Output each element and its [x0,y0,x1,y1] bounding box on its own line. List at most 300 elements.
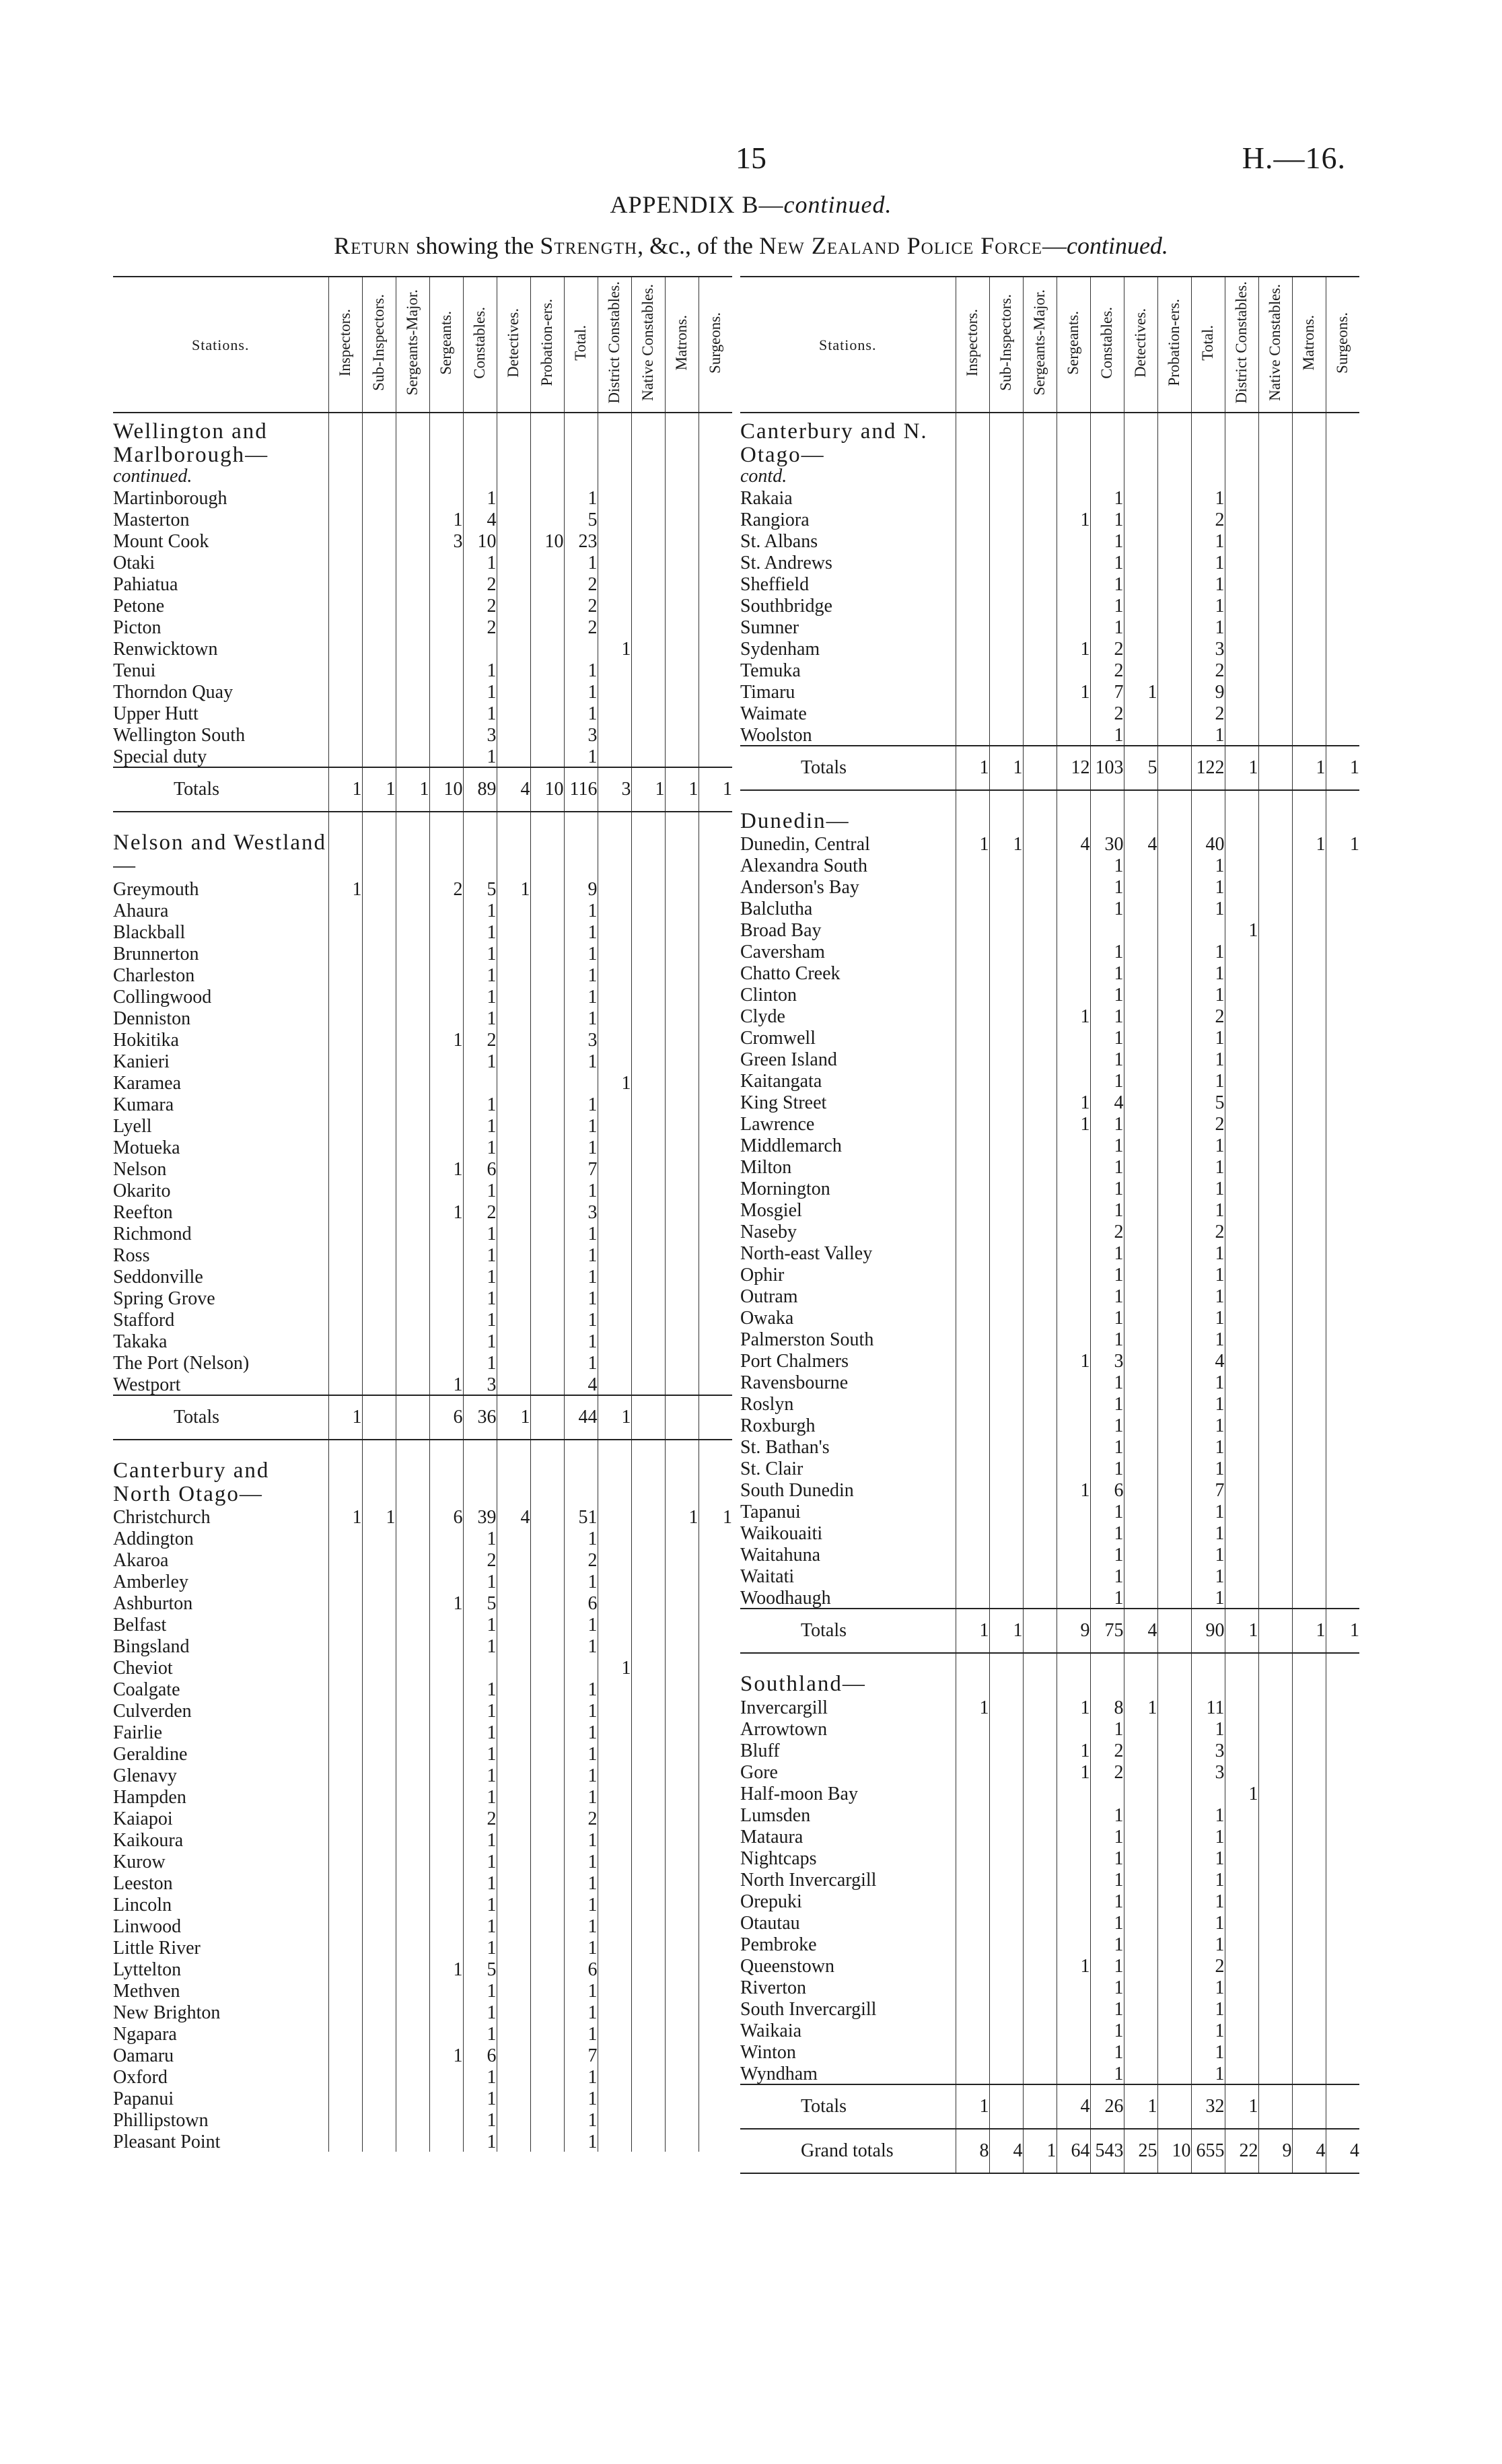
value-cell [396,1222,429,1244]
value-cell [1157,1739,1191,1761]
value-cell [1225,2019,1258,2041]
value-cell [1292,1955,1326,1976]
value-cell [1023,1156,1057,1177]
value-cell [497,1786,530,1807]
value-cell [956,876,989,897]
gap-cell [1124,1653,1157,1666]
value-cell [1225,1371,1258,1393]
station-name [740,1479,956,1500]
value-cell: 1 [564,1115,598,1136]
value-cell [631,1265,665,1287]
value-cell: 1 [1191,983,1225,1005]
value-cell [989,1113,1023,1134]
value-cell [1157,573,1191,594]
value-cell [631,1592,665,1613]
value-cell [989,659,1023,680]
value-cell [328,1764,362,1786]
value-cell [396,1330,429,1351]
empty-cell [429,1452,463,1506]
column-header-native-constables [1258,277,1292,413]
value-cell [956,1586,989,1609]
value-cell [631,530,665,551]
value-cell [1258,680,1292,702]
value-cell: 2 [1090,659,1124,680]
value-cell: 1 [1191,2041,1225,2062]
value-cell [429,1850,463,1872]
column-header-label: District Constables. [1232,281,1250,404]
column-header-sergeants [429,277,463,413]
value-cell [396,1093,429,1115]
value-cell: 4 [497,1506,530,1527]
value-cell [956,1199,989,1220]
station-row [740,724,1359,746]
value-cell [1326,1134,1359,1156]
value-cell [956,1113,989,1134]
value-cell [631,1699,665,1721]
value-cell [1225,1522,1258,1543]
value-cell [1124,1005,1157,1026]
value-cell [429,1829,463,1850]
station-label: Mataura [740,1826,803,1847]
gap-cell [1157,790,1191,803]
station-label: Waikouaiti [740,1523,823,1544]
station-label: Lawrence [740,1114,815,1135]
value-cell: 1 [956,2084,989,2129]
value-cell: 1 [564,551,598,573]
value-cell: 1 [463,1915,497,1936]
totals-row [740,1609,1359,1653]
station-label: St. Clair [740,1458,803,1479]
value-cell [1292,616,1326,637]
value-cell [1292,1306,1326,1328]
value-cell [1225,594,1258,616]
station-label: Tapanui [740,1502,801,1522]
station-row [740,1761,1359,1782]
value-cell [989,940,1023,962]
value-cell [1258,1242,1292,1263]
value-cell [631,1222,665,1244]
value-cell [1258,573,1292,594]
station-row [113,1979,732,2001]
value-cell [1157,962,1191,983]
value-cell [362,616,396,637]
value-cell [1157,551,1191,573]
value-cell [1023,1696,1057,1718]
value-cell [699,508,732,530]
value-cell [1258,724,1292,746]
empty-cell [463,1452,497,1506]
value-cell [631,1936,665,1958]
value-cell [989,1696,1023,1718]
gap-cell [740,790,956,803]
value-cell [1157,1199,1191,1220]
station-row [113,1872,732,1893]
value-cell: 1 [1191,1998,1225,2019]
value-cell [362,1395,396,1440]
station-label: Waikaia [740,2020,802,2041]
value-cell [362,1351,396,1373]
empty-cell [1326,1666,1359,1696]
value-cell: 1 [396,767,429,812]
value-cell [1258,616,1292,637]
value-cell [396,1699,429,1721]
empty-cell [699,413,732,487]
station-name [740,940,956,962]
column-header-sergeants-major [396,277,429,413]
station-label: Clyde [740,1006,785,1027]
value-cell: 1 [463,985,497,1007]
value-cell [631,2022,665,2044]
value-cell [1124,940,1157,962]
value-cell [497,1093,530,1115]
station-label: Woolston [740,724,812,746]
value-cell [631,1570,665,1592]
value-cell [328,1007,362,1028]
value-cell [1124,1371,1157,1393]
station-label: Ngapara [113,2024,177,2045]
value-cell [328,1829,362,1850]
station-row [113,1549,732,1570]
value-cell: 2 [463,616,497,637]
value-cell [362,1721,396,1743]
value-cell [1326,1522,1359,1543]
value-cell [1023,680,1057,702]
value-cell: 2 [1191,508,1225,530]
value-cell [699,487,732,508]
value-cell [1225,637,1258,659]
station-label: Gore [740,1761,778,1782]
value-cell: 1 [1191,940,1225,962]
value-cell [429,1330,463,1351]
value-cell [1225,1761,1258,1782]
gap-cell [699,1440,732,1452]
value-cell [530,1222,564,1244]
value-cell: 90 [1191,1609,1225,1653]
empty-cell [989,413,1023,487]
value-cell: 1 [1090,573,1124,594]
totals-label [113,1395,328,1440]
value-cell: 1 [463,1093,497,1115]
station-row [113,899,732,921]
value-cell [631,1287,665,1308]
value-cell [1258,1414,1292,1436]
value-cell: 1 [564,1721,598,1743]
value-cell: 1 [1090,1804,1124,1825]
value-cell [429,594,463,616]
value-cell [328,1179,362,1201]
station-name [113,1829,328,1850]
value-cell [956,1761,989,1782]
value-cell [1326,1048,1359,1069]
value-cell [1023,1026,1057,1048]
value-cell [598,2130,631,2152]
value-cell [1326,1285,1359,1306]
value-cell [1023,1113,1057,1134]
value-cell [598,1592,631,1613]
value-cell [530,1201,564,1222]
value-cell: 1 [1090,616,1124,637]
value-cell [362,1007,396,1028]
value-cell: 1 [1090,2019,1124,2041]
value-cell: 1 [1090,2062,1124,2084]
value-cell [328,899,362,921]
value-cell: 10 [1157,2129,1191,2173]
value-cell [598,1158,631,1179]
value-cell [429,964,463,985]
station-label: Nelson [113,1158,167,1179]
value-cell [497,616,530,637]
value-cell [1057,1393,1090,1414]
value-cell [665,1592,699,1613]
value-cell: 4 [1057,833,1090,854]
station-name [740,1500,956,1522]
station-label: Picton [113,617,162,637]
value-cell [956,1890,989,1911]
value-cell [1326,1586,1359,1609]
value-cell [598,659,631,680]
value-cell [598,680,631,702]
station-label: Owaka [740,1308,794,1329]
value-cell [956,1091,989,1113]
value-cell [699,1351,732,1373]
value-cell [362,487,396,508]
value-cell [1225,508,1258,530]
column-header-detectives [1124,277,1157,413]
value-cell [1057,1782,1090,1804]
value-cell [497,1743,530,1764]
value-cell [1023,919,1057,940]
value-cell [665,2130,699,2152]
value-cell [699,1395,732,1440]
value-cell [598,2001,631,2022]
value-cell [1258,833,1292,854]
value-cell: 2 [463,1028,497,1050]
value-cell: 1 [1191,1134,1225,1156]
value-cell [665,1850,699,1872]
value-cell [429,1527,463,1549]
value-cell [956,1911,989,1933]
value-cell [362,1807,396,1829]
value-cell: 1 [1191,1565,1225,1586]
value-cell: 1 [956,746,989,790]
value-cell [1225,1005,1258,1026]
value-cell [956,1005,989,1026]
value-cell: 2 [1090,1761,1124,1782]
value-cell [631,1308,665,1330]
station-label: Papanui [113,2088,174,2109]
value-cell [1191,919,1225,940]
value-cell [1023,1199,1057,1220]
value-cell [362,2130,396,2152]
value-cell [362,745,396,767]
value-cell [631,594,665,616]
value-cell [665,724,699,745]
value-cell [530,745,564,767]
station-row [740,833,1359,854]
value-cell [396,1936,429,1958]
value-cell [362,1786,396,1807]
station-label: Palmerston South [740,1329,874,1350]
value-cell [328,1699,362,1721]
station-name [113,724,328,745]
value-cell: 1 [1057,637,1090,659]
value-cell [1292,1804,1326,1825]
value-cell [328,1351,362,1373]
station-label: South Invercargill [740,1998,877,2019]
value-cell [1292,1500,1326,1522]
value-cell [598,594,631,616]
value-cell [328,1893,362,1915]
value-cell: 2 [1191,1005,1225,1026]
value-cell [1057,1371,1090,1393]
station-label: Okarito [113,1180,171,1201]
value-cell [362,921,396,942]
return-text-2: , &c., of the [637,232,760,259]
value-cell [362,1592,396,1613]
value-cell [665,551,699,573]
value-cell [1023,573,1057,594]
empty-cell [1191,1666,1225,1696]
value-cell [1292,1739,1326,1761]
value-cell [1124,1048,1157,1069]
empty-cell [463,413,497,487]
value-cell [396,1979,429,2001]
value-cell [1292,1371,1326,1393]
empty-cell [1258,1666,1292,1696]
value-cell: 1 [1090,530,1124,551]
column-header-label: Constables. [470,306,488,379]
value-cell: 1 [1326,833,1359,854]
value-cell [530,2066,564,2087]
value-cell: 1 [1191,2062,1225,2084]
value-cell [699,1007,732,1028]
station-label: Takaka [113,1331,168,1351]
station-label: Karamea [113,1072,182,1093]
value-cell [1023,746,1057,790]
station-label: Richmond [113,1223,192,1244]
value-cell [699,1592,732,1613]
station-row [740,551,1359,573]
value-cell [362,1179,396,1201]
value-cell [328,1265,362,1287]
value-cell [396,702,429,724]
station-row [740,1328,1359,1349]
value-cell [665,659,699,680]
station-name [740,1371,956,1393]
value-cell: 1 [1090,940,1124,962]
value-cell [1124,1242,1157,1263]
value-cell [497,1201,530,1222]
value-cell: 26 [1090,2084,1124,2129]
value-cell [1225,551,1258,573]
value-cell [328,2109,362,2130]
station-row [113,1050,732,1071]
value-cell: 1 [564,1570,598,1592]
value-cell [1292,487,1326,508]
value-cell: 116 [564,767,598,812]
value-cell [1124,487,1157,508]
column-header-label: Surgeons. [707,312,724,374]
value-cell [1057,2062,1090,2084]
station-name [740,702,956,724]
value-cell: 1 [463,899,497,921]
value-cell [429,680,463,702]
value-cell [989,1739,1023,1761]
column-header-probation-ers [1157,277,1191,413]
value-cell [665,594,699,616]
value-cell [956,724,989,746]
value-cell [497,921,530,942]
station-name [740,659,956,680]
empty-cell [362,1452,396,1506]
gap-cell [328,812,362,824]
station-label: King Street [740,1092,827,1113]
value-cell: 1 [1090,1263,1124,1285]
value-cell: 1 [564,1244,598,1265]
value-cell: 1 [564,1743,598,1764]
value-cell [1258,1436,1292,1457]
value-cell [1292,2041,1326,2062]
station-row [113,964,732,985]
value-cell [1023,724,1057,746]
station-label: Amberley [113,1572,188,1592]
value-cell [1225,1479,1258,1500]
value-cell [989,1069,1023,1091]
station-label: Little River [113,1938,201,1959]
value-cell: 1 [1124,2084,1157,2129]
value-cell [989,1890,1023,1911]
value-cell [362,594,396,616]
value-cell [1157,2019,1191,2041]
value-cell [362,1527,396,1549]
value-cell [1157,1998,1191,2019]
station-name [740,1199,956,1220]
station-name [740,1976,956,1998]
station-label: Clinton [740,985,797,1006]
value-cell [631,1179,665,1201]
gap-cell [113,812,328,824]
value-cell [362,1872,396,1893]
value-cell: 1 [463,1678,497,1699]
value-cell [989,530,1023,551]
value-cell [362,1764,396,1786]
value-cell [1326,1220,1359,1242]
value-cell: 1 [463,1829,497,1850]
value-cell [665,878,699,899]
value-cell [1124,1113,1157,1134]
station-row [113,530,732,551]
value-cell [328,487,362,508]
value-cell: 1 [956,833,989,854]
value-cell: 1 [463,1265,497,1287]
value-cell: 1 [1191,1069,1225,1091]
value-cell [631,1506,665,1527]
value-cell [699,1549,732,1570]
value-cell [1023,1242,1057,1263]
value-cell [1023,1091,1057,1113]
value-cell [396,1506,429,1527]
value-cell [1157,530,1191,551]
value-cell [1258,854,1292,876]
value-cell [328,1527,362,1549]
station-label: Woodhaugh [740,1588,831,1609]
value-cell [497,1699,530,1721]
value-cell [1124,1069,1157,1091]
value-cell: 1 [564,1678,598,1699]
value-cell [396,659,429,680]
station-name [113,1592,328,1613]
value-cell: 1 [564,899,598,921]
